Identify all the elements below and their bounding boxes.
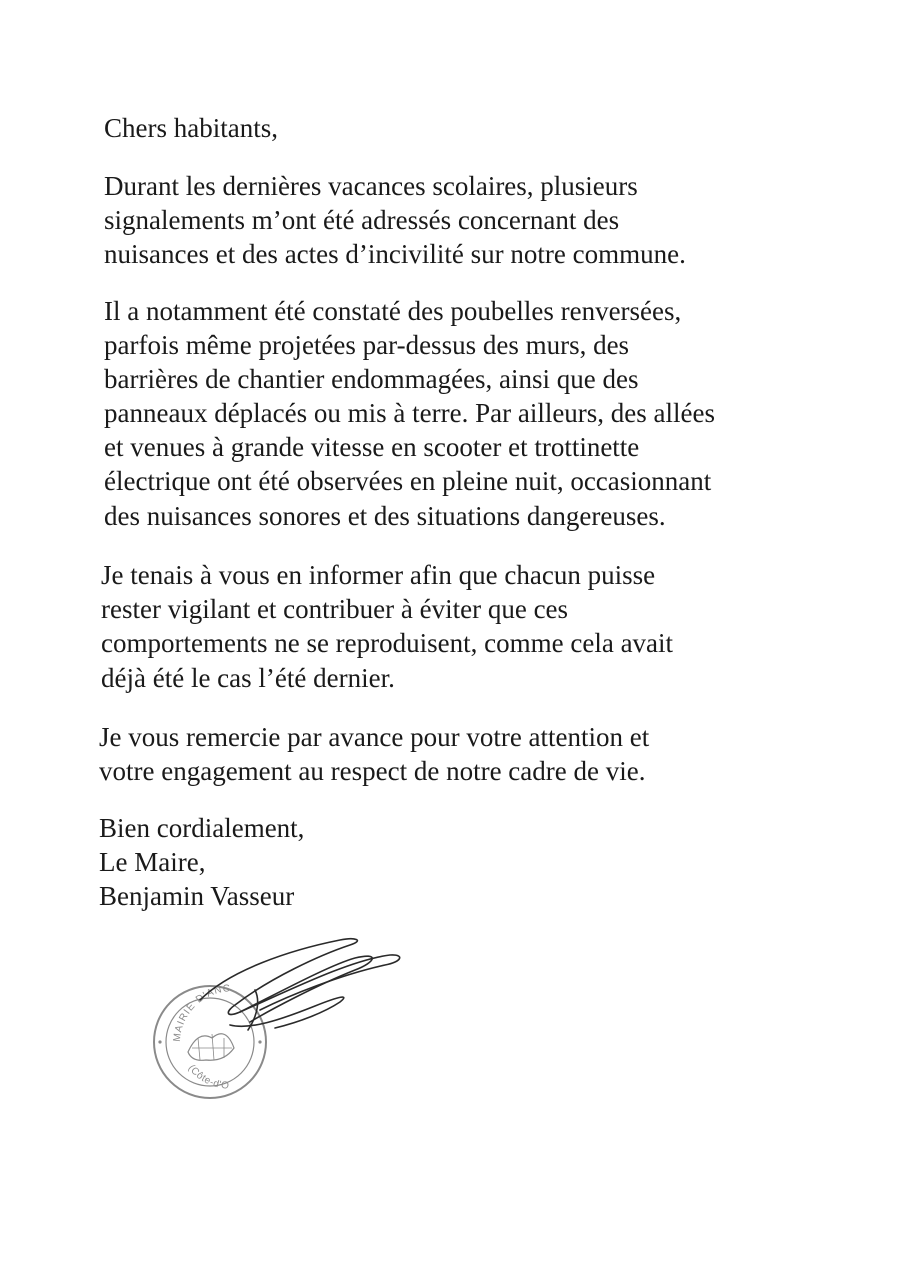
stamp-bottom-text: (Côte-d'O	[185, 1062, 230, 1092]
paragraph3-line: rester vigilant et contribuer à éviter que ces	[101, 594, 569, 624]
paragraph2-line: et venues à grande vitesse en scooter et trottinette	[104, 432, 640, 462]
paragraph2-line: Il a notamment été constaté des poubelles renversées,	[104, 296, 682, 326]
svg-text:(Côte-d'O	[186, 1063, 230, 1092]
mairie-stamp	[154, 983, 266, 1098]
greeting: Chers habitants,	[104, 113, 278, 143]
paragraph1-line: signalements m’ont été adressés concernant des	[104, 205, 620, 235]
paragraph3-line: Je tenais à vous en informer afin que chacun puisse	[101, 560, 656, 590]
stamp-and-signature	[140, 930, 410, 1100]
paragraph1-line: Durant les dernières vacances scolaires, plusieurs	[104, 171, 638, 201]
paragraph1-line: nuisances et des actes d’incivilité sur notre commune.	[104, 239, 686, 269]
stamp-top-text: MAIRIE D'ANC	[171, 983, 232, 1043]
closing: Bien cordialement,	[99, 813, 305, 843]
paragraph2-line: barrières de chantier endommagées, ainsi que des	[104, 364, 639, 394]
paragraph3-line: déjà été le cas l’été dernier.	[101, 663, 395, 693]
paragraph2-line: des nuisances sonores et des situations dangereuses.	[104, 501, 666, 531]
paragraph4-line: votre engagement au respect de notre cadre de vie.	[99, 756, 646, 786]
paragraph4-line: Je vous remercie par avance pour votre attention et	[99, 722, 650, 752]
signatory-name: Benjamin Vasseur	[99, 881, 295, 911]
paragraph2-line: électrique ont été observées en pleine nuit, occasionnant	[104, 466, 712, 496]
paragraph2-line: panneaux déplacés ou mis à terre. Par ailleurs, des allées	[104, 398, 716, 428]
paragraph3-line: comportements ne se reproduisent, comme cela avait	[101, 628, 674, 658]
paragraph2-line: parfois même projetées par-dessus des murs, des	[104, 330, 630, 360]
signatory-role: Le Maire,	[99, 847, 206, 877]
